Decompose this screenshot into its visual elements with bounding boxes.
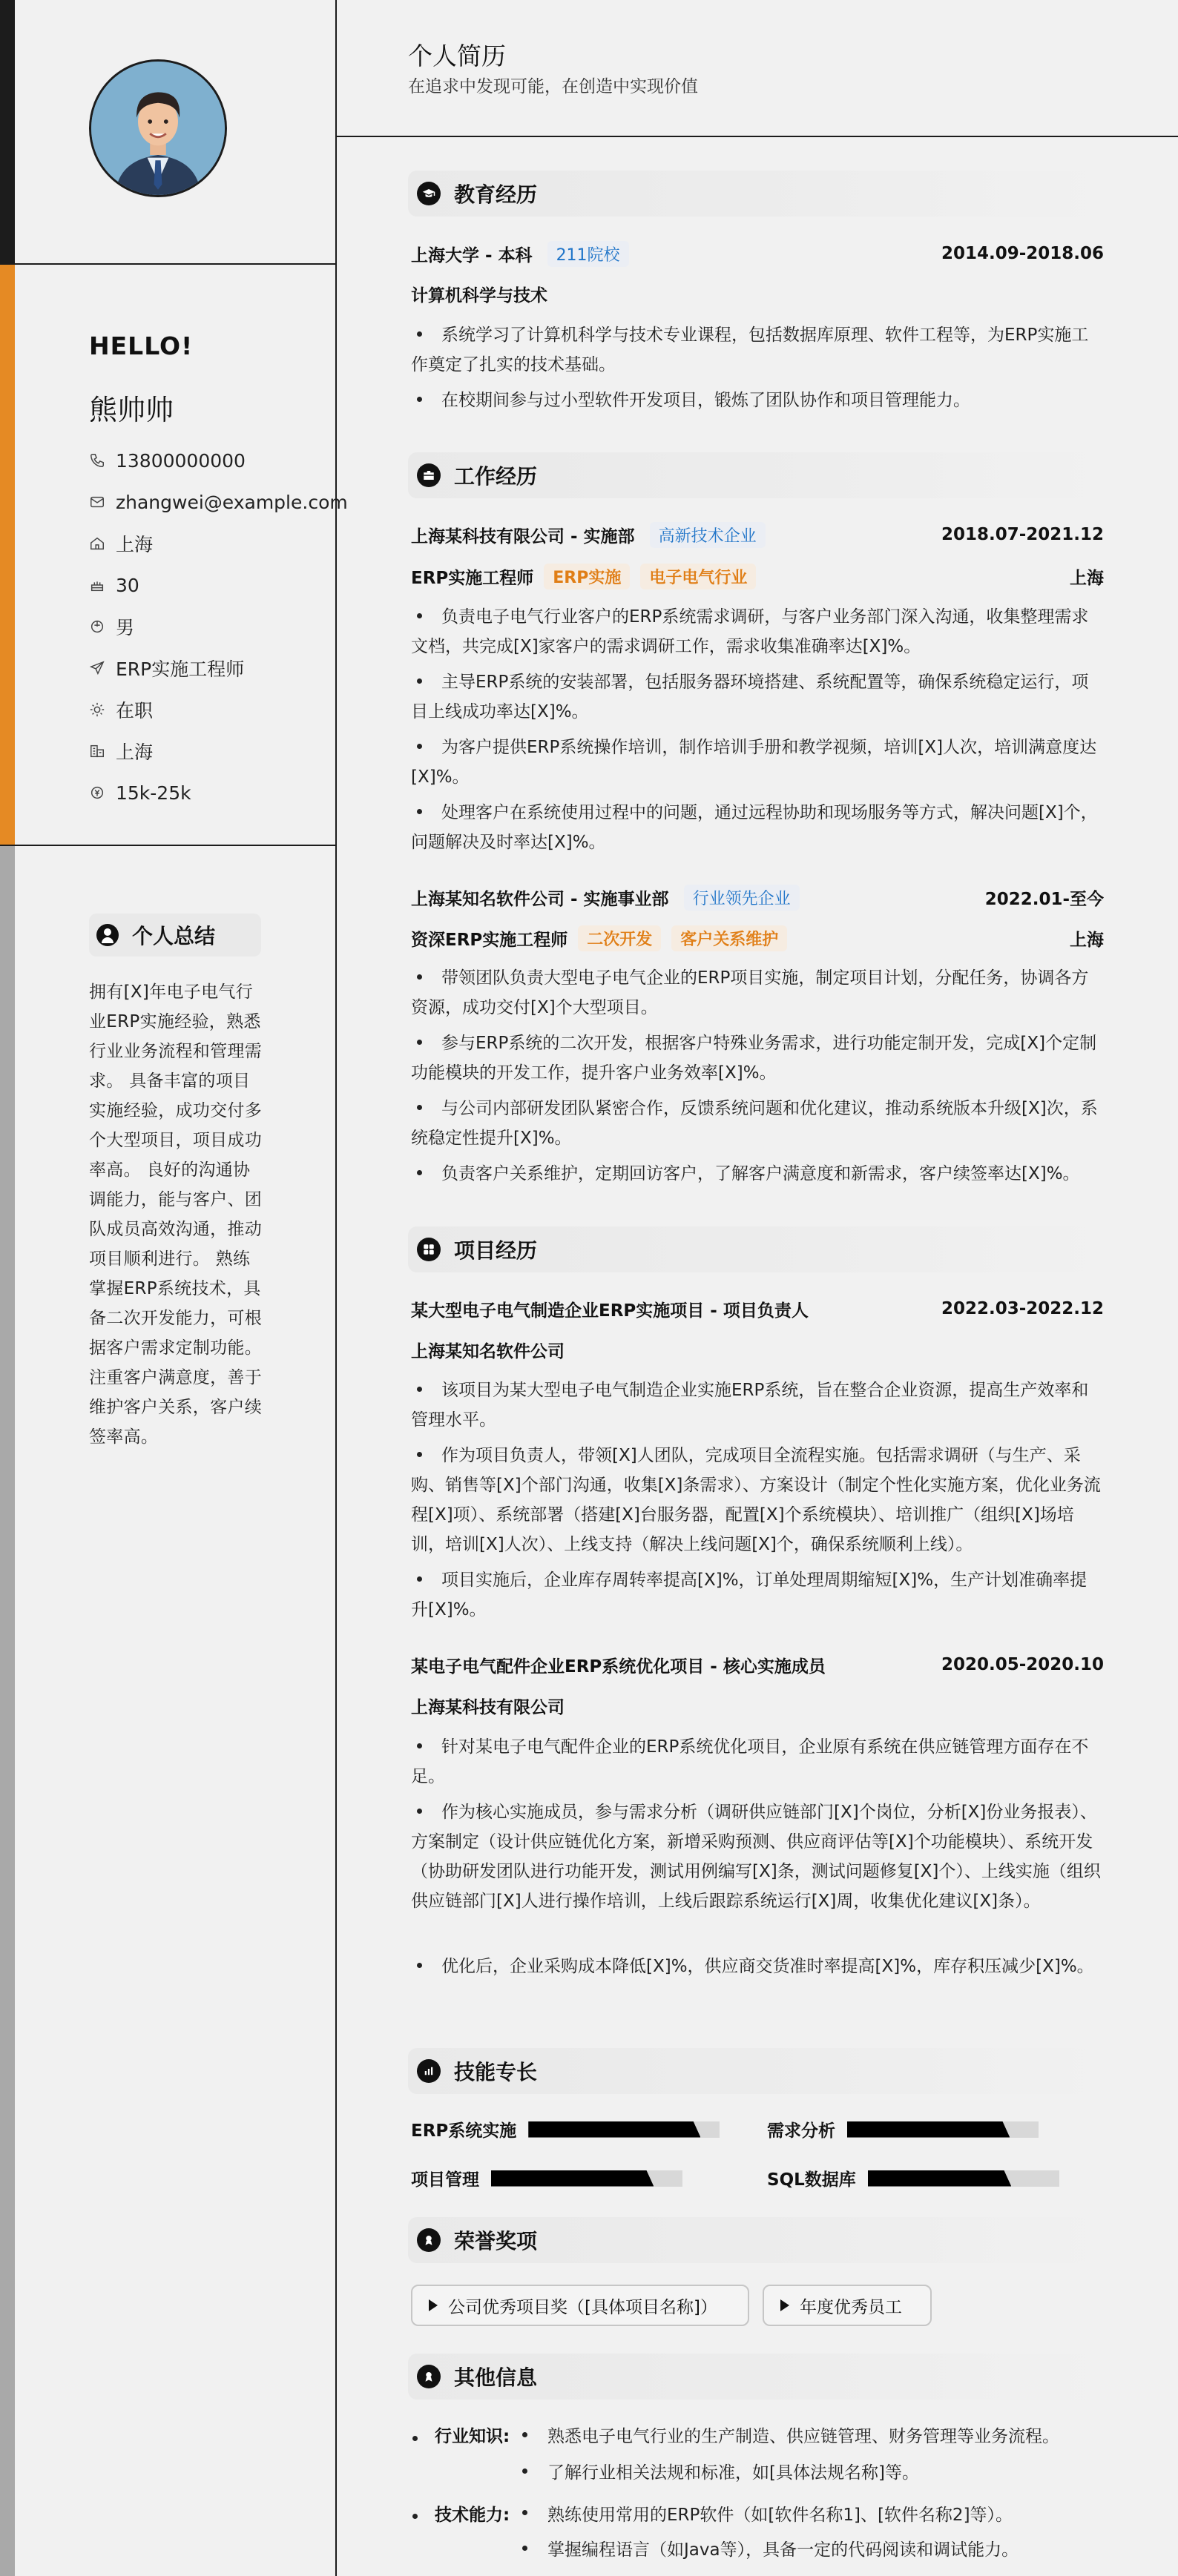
- other-item: 熟悉电子电气行业的生产制造、供应链管理、财务管理等业务流程。: [547, 2427, 1059, 2446]
- info-text: 上海: [116, 742, 154, 763]
- project-name: 某电子电气配件企业ERP系统优化项目 - 核心实施成员: [411, 1657, 826, 1677]
- list-item: 负责电子电气行业客户的ERP系统需求调研，与客户业务部门深入沟通，收集整理需求文档，共完成[X]家客户的需求调研工作，需求收集准确率达[X]%。: [411, 607, 1089, 656]
- info-text: 13800000000: [116, 449, 246, 472]
- home-icon: [89, 535, 105, 552]
- info-salary: [89, 778, 191, 808]
- sidebar-accent-gray: [0, 846, 15, 2576]
- project-date: 2020.05-2020.10: [941, 1655, 1104, 1674]
- bullet-dot: [522, 2510, 527, 2515]
- bullet-dot: [522, 2432, 527, 2437]
- section-title: 荣誉奖项: [454, 2229, 538, 2253]
- job-role-row: [411, 561, 1104, 591]
- info-location: [89, 529, 153, 558]
- job-header: [411, 882, 1104, 912]
- skill-name: 项目管理: [411, 2170, 479, 2190]
- summary-text: 拥有[X]年电子电气行业ERP实施经验，熟悉行业业务流程和管理需求。 具备丰富的项目实施经验，成功交付多个大型项目，项目成功率高。 良好的沟通协调能力，能与客户、团队成员高效沟通，推动项目顺利进行。 熟练掌握ERP系统技术，具备二次开发能力，可根据客户需求定制功能。 注重客户满意度，善于维护客户关系，客户续签率高。: [89, 982, 262, 1447]
- city-icon: [89, 743, 105, 759]
- salary-icon: [89, 785, 105, 801]
- skill-fill: [868, 2170, 1012, 2187]
- play-icon: [780, 2299, 789, 2311]
- sidebar-divider: [0, 845, 335, 846]
- page-subtitle: 在追求中发现可能，在创造中实现价值: [408, 77, 698, 96]
- skill-row: [411, 2166, 682, 2190]
- job-role-row: [411, 923, 1104, 953]
- info-text: 男: [116, 617, 135, 638]
- section-title: 项目经历: [454, 1238, 538, 1263]
- skill-bar: [847, 2121, 1039, 2138]
- project-header: [411, 1650, 1104, 1680]
- bullet-dot: [412, 2436, 418, 2441]
- major: 计算机科学与技术: [411, 285, 547, 306]
- role-tag: ERP实施: [544, 564, 630, 589]
- job-role: 资深ERP实施工程师: [411, 930, 568, 950]
- info-email: [89, 487, 348, 517]
- skill-fill: [491, 2170, 654, 2187]
- info-position: [89, 653, 244, 683]
- role-tag: 客户关系维护: [671, 925, 787, 951]
- section-education: [408, 171, 1104, 217]
- school-tag: 211院校: [547, 241, 629, 267]
- section-title: 教育经历: [454, 182, 538, 207]
- project-name: 某大型电子电气制造企业ERP实施项目 - 项目负责人: [411, 1301, 809, 1321]
- other-item: 掌握编程语言（如Java等），具备一定的代码阅读和调试能力。: [547, 2540, 1019, 2560]
- list-item: 与公司内部研发团队紧密合作，反馈系统问题和优化建议，推动系统版本升级[X]次，系统稳定性提升[X]%。: [411, 1099, 1098, 1148]
- other-label: 技术能力:: [435, 2506, 510, 2525]
- section-awards: [408, 2217, 1104, 2263]
- skill-name: 需求分析: [767, 2121, 835, 2141]
- page-title: 个人简历: [408, 42, 506, 70]
- summary-heading: [89, 914, 261, 957]
- education-header: [411, 239, 1104, 268]
- project-date: 2022.03-2022.12: [941, 1299, 1104, 1318]
- info-city: [89, 736, 153, 766]
- list-item: 系统学习了计算机科学与技术专业课程，包括数据库原理、软件工程等，为ERP实施工作奠定了扎实的技术基础。: [411, 326, 1089, 374]
- list-item: 项目实施后，企业库存周转率提高[X]%，订单处理周期缩短[X]%，生产计划准确率提升[X]%。: [411, 1571, 1087, 1619]
- skill-fill: [847, 2121, 1010, 2138]
- section-skills: [408, 2048, 1104, 2094]
- award-chip: [411, 2285, 749, 2326]
- person-icon: [96, 924, 119, 946]
- briefcase-icon: [417, 463, 441, 487]
- project-org: 上海某知名软件公司: [411, 1341, 565, 1361]
- award-name: 公司优秀项目奖（[具体项目名称]）: [448, 2297, 717, 2317]
- hello-heading: HELLO!: [89, 331, 194, 360]
- grid-icon: [417, 1238, 441, 1261]
- company-tag: 高新技术企业: [650, 522, 766, 548]
- info-text: 15k-25k: [116, 782, 191, 804]
- bullet-dot: [412, 2514, 418, 2519]
- info-age: [89, 570, 139, 600]
- job-city: 上海: [1070, 930, 1104, 950]
- info-status: [89, 695, 153, 724]
- list-item: 优化后，企业采购成本降低[X]%，供应商交货准时率提高[X]%，库存积压减少[X]%。: [411, 1952, 1101, 1981]
- sidebar-divider: [0, 263, 335, 265]
- sidebar: [0, 0, 348, 2576]
- company-name: 上海某知名软件公司 - 实施事业部: [411, 889, 669, 909]
- job-city: 上海: [1070, 568, 1104, 588]
- info-phone: [89, 446, 246, 475]
- list-item: 主导ERP系统的安装部署，包括服务器环境搭建、系统配置等，确保系统稳定运行，项目上线成功率达[X]%。: [411, 673, 1089, 721]
- section-other: [408, 2354, 1104, 2400]
- bullet-dot: [522, 2468, 527, 2474]
- company-name: 上海某科技有限公司 - 实施部: [411, 526, 635, 546]
- list-item: 作为核心实施成员，参与需求分析（调研供应链部门[X]个岗位，分析[X]份业务报表）、方案制定（设计供应链优化方案，新增采购预测、供应商评估等[X]个功能模块）、系统开发（协助研发团队进行功能开发，测试用例编写[X]条，测试问题修复[X]个）、上线实施（组织供应链部门[X]人进行操作培训，上线后跟踪系统运行[X]周，收集优化建议[X]条）。: [411, 1803, 1101, 1911]
- info-icon: [417, 2365, 441, 2388]
- info-text: zhangwei@example.com: [116, 491, 348, 513]
- list-item: 处理客户在系统使用过程中的问题，通过远程协助和现场服务等方式，解决问题[X]个，问题解决及时率达[X]%。: [411, 803, 1098, 852]
- project-header: [411, 1294, 1104, 1324]
- list-item: 参与ERP系统的二次开发，根据客户特殊业务需求，进行功能定制开发，完成[X]个定制功能模块的开发工作，提升客户业务效率[X]%。: [411, 1034, 1097, 1083]
- bar-chart-icon: [417, 2059, 441, 2083]
- job-role: ERP实施工程师: [411, 568, 534, 588]
- list-item: 在校期间参与过小型软件开发项目，锻炼了团队协作和项目管理能力。: [411, 386, 1101, 415]
- avatar-portrait: [91, 62, 225, 195]
- send-icon: [89, 660, 105, 676]
- status-icon: [89, 701, 105, 718]
- phone-icon: [89, 452, 105, 469]
- role-tag: 电子电气行业: [640, 564, 756, 589]
- major-row: [411, 279, 1104, 308]
- skill-fill: [528, 2121, 700, 2138]
- list-item: 带领团队负责大型电子电气企业的ERP项目实施，制定项目计划，分配任务，协调各方资源，成功交付[X]个大型项目。: [411, 968, 1089, 1017]
- list-item: 针对某电子电气配件企业的ERP系统优化项目，企业原有系统在供应链管理方面存在不足。: [411, 1737, 1089, 1786]
- job-date: 2022.01-至今: [984, 889, 1104, 909]
- section-work: [408, 452, 1104, 498]
- info-text: 在职: [116, 700, 154, 721]
- mail-icon: [89, 494, 105, 510]
- header-divider: [337, 136, 1178, 137]
- list-item: 负责客户关系维护，定期回访客户，了解客户满意度和新需求，客户续签率达[X]%。: [411, 1159, 1101, 1189]
- project-org: 上海某科技有限公司: [411, 1697, 565, 1717]
- job-date: 2018.07-2021.12: [941, 525, 1104, 544]
- info-text: 上海: [116, 534, 154, 555]
- section-title: 工作经历: [454, 464, 538, 489]
- section-title: 其他信息: [454, 2365, 538, 2390]
- list-item: 该项目为某大型电子电气制造企业实施ERP系统，旨在整合企业资源，提高生产效率和管理水平。: [411, 1381, 1089, 1430]
- list-item: 作为项目负责人，带领[X]人团队，完成项目全流程实施。包括需求调研（与生产、采购、销售等[X]个部门沟通，收集[X]条需求）、方案设计（制定个性化实施方案，优化业务流程[X]项）、系统部署（搭建[X]台服务器，配置[X]个系统模块）、培训推广（组织[X]场培训，培训[X]人次）、上线支持（解决上线问题[X]个，确保系统顺利上线）。: [411, 1446, 1101, 1554]
- skill-name: SQL数据库: [767, 2170, 856, 2190]
- avatar: [89, 59, 227, 197]
- award-chip: [763, 2285, 932, 2326]
- award-name: 年度优秀员工: [800, 2297, 902, 2317]
- company-tag: 行业领先企业: [684, 885, 800, 911]
- cake-icon: [89, 577, 105, 593]
- section-projects: [408, 1226, 1104, 1272]
- job-header: [411, 520, 1104, 549]
- skill-row: [767, 2117, 1039, 2141]
- school-name: 上海大学 - 本科: [411, 245, 533, 265]
- play-icon: [429, 2299, 438, 2311]
- info-text: 30: [116, 574, 139, 596]
- skill-row: [411, 2117, 720, 2141]
- skill-bar: [868, 2170, 1059, 2187]
- award-icon: [417, 2228, 441, 2252]
- other-item: 熟练使用常用的ERP软件（如[软件名称1]、[软件名称2]等）。: [547, 2506, 1013, 2525]
- info-gender: [89, 612, 134, 641]
- graduation-cap-icon: [417, 182, 441, 205]
- person-name: 熊帅帅: [89, 394, 174, 426]
- project-org-row: [411, 1691, 1104, 1720]
- education-date: 2014.09-2018.06: [941, 244, 1104, 263]
- other-label: 行业知识:: [435, 2427, 510, 2446]
- skill-name: ERP系统实施: [411, 2121, 517, 2141]
- gender-icon: [89, 618, 105, 635]
- summary-title: 个人总结: [132, 924, 216, 948]
- skill-bar: [528, 2121, 720, 2138]
- info-text: ERP实施工程师: [116, 658, 245, 680]
- role-tag: 二次开发: [578, 925, 661, 951]
- skill-row: [767, 2166, 1059, 2190]
- project-org-row: [411, 1335, 1104, 1364]
- sidebar-accent-dark: [0, 0, 15, 263]
- bullet-dot: [522, 2546, 527, 2551]
- skill-bar: [491, 2170, 682, 2187]
- other-item: 了解行业相关法规和标准，如[具体法规名称]等。: [547, 2463, 919, 2483]
- section-title: 技能专长: [454, 2060, 538, 2084]
- sidebar-accent-orange: [0, 263, 15, 846]
- list-item: 为客户提供ERP系统操作培训，制作培训手册和教学视频，培训[X]人次，培训满意度达[X]%。: [411, 738, 1097, 787]
